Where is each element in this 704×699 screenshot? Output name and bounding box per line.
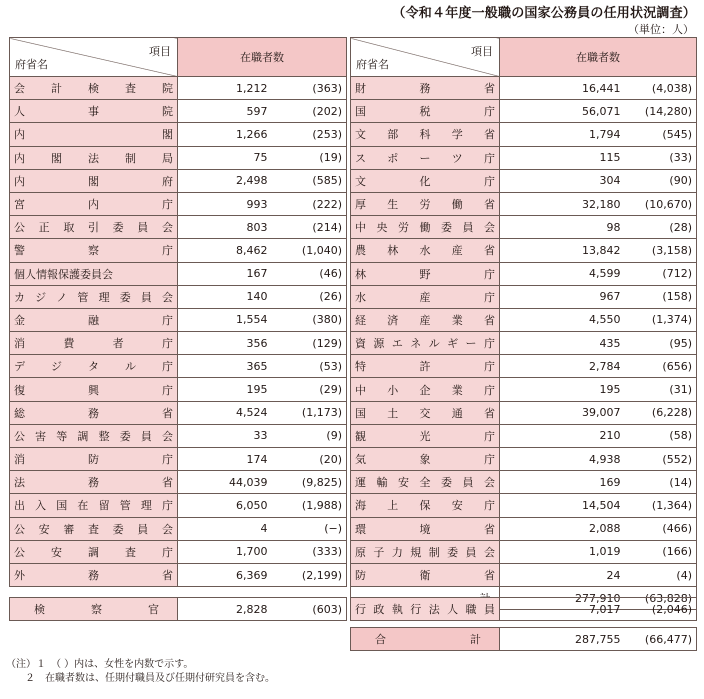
staff-total: 4,550	[500, 308, 625, 331]
unit-label: （単位：人）	[628, 23, 694, 36]
table-row	[351, 100, 697, 123]
ministry-name-cell	[10, 355, 178, 378]
staff-total: 365	[178, 355, 272, 378]
ministry-name-cell	[10, 192, 178, 215]
table-row	[10, 332, 347, 355]
ministry-name: 内 閣 府	[14, 174, 173, 188]
agency-name: 行 政 執 行 法 人 職 員	[355, 603, 495, 617]
ministry-name-cell	[10, 100, 178, 123]
staff-women: (1,364)	[625, 494, 697, 517]
staff-women: (466)	[625, 517, 697, 540]
ministry-name: 水 産 庁	[355, 290, 495, 304]
staff-total: 1,019	[500, 540, 625, 563]
ministry-name-cell	[10, 216, 178, 239]
table-row	[10, 424, 347, 447]
header-row	[10, 38, 347, 77]
staff-women: (9)	[272, 424, 347, 447]
staff-women: (31)	[625, 378, 697, 401]
agency-women: (2,046)	[625, 598, 697, 621]
ministry-name-cell	[351, 169, 500, 192]
staff-total: 56,071	[500, 100, 625, 123]
staff-women: (29)	[272, 378, 347, 401]
staff-total: 967	[500, 285, 625, 308]
table-row	[10, 308, 347, 331]
table-row	[351, 239, 697, 262]
table-row	[351, 517, 697, 540]
ministry-name-cell	[351, 540, 500, 563]
ministry-name: 宮 内 庁	[14, 198, 173, 212]
ministry-name: 警 察 庁	[14, 244, 173, 258]
ministry-name-cell	[351, 332, 500, 355]
staff-total: 2,498	[178, 169, 272, 192]
staff-women: (26)	[272, 285, 347, 308]
ministry-name: 厚 生 労 働 省	[355, 198, 495, 212]
staff-women: (10,670)	[625, 192, 697, 215]
ministry-name-cell	[351, 262, 500, 285]
grand-total-total: 287,755	[500, 628, 625, 651]
ministry-name: 外 務 省	[14, 569, 173, 583]
ministry-name-cell	[351, 494, 500, 517]
ministry-name-cell	[351, 239, 500, 262]
ministry-name-cell	[351, 448, 500, 471]
header-item-label: 項目	[471, 45, 493, 58]
staff-women: (712)	[625, 262, 697, 285]
ministry-name-cell	[10, 448, 178, 471]
ministry-name: 復 興 庁	[14, 383, 173, 397]
ministry-name-cell	[351, 471, 500, 494]
staff-women: (−)	[272, 517, 347, 540]
ministry-name-cell	[10, 239, 178, 262]
table-row	[351, 308, 697, 331]
staff-women: (14)	[625, 471, 697, 494]
ministry-name: 農 林 水 産 省	[355, 244, 495, 258]
agency-row	[351, 598, 697, 621]
staff-total: 1,266	[178, 123, 272, 146]
staff-women: (1,988)	[272, 494, 347, 517]
ministry-name: 国 土 交 通 省	[355, 406, 495, 420]
ministry-name: 林 野 庁	[355, 267, 495, 281]
staff-total: 8,462	[178, 239, 272, 262]
ministry-name-cell	[10, 77, 178, 100]
header-diagonal-cell	[10, 38, 178, 77]
table-row	[351, 123, 697, 146]
staff-total: 2,088	[500, 517, 625, 540]
staff-total: 803	[178, 216, 272, 239]
ministry-name: 気 象 庁	[355, 453, 495, 467]
grand-total-label-a: 合	[375, 633, 386, 647]
ministry-name-cell	[10, 378, 178, 401]
table-row	[351, 563, 697, 586]
staff-women: (46)	[272, 262, 347, 285]
ministry-name: 内 閣	[14, 128, 173, 142]
staff-women: (90)	[625, 169, 697, 192]
staff-women: (166)	[625, 540, 697, 563]
staff-total: 4	[178, 517, 272, 540]
staff-total: 1,700	[178, 540, 272, 563]
staff-women: (545)	[625, 123, 697, 146]
agency-table	[350, 597, 697, 621]
staff-women: (333)	[272, 540, 347, 563]
table-row	[10, 239, 347, 262]
footnotes	[6, 658, 275, 686]
prosecutor-total: 2,828	[178, 598, 272, 621]
table-row	[351, 192, 697, 215]
staff-women: (19)	[272, 146, 347, 169]
header-count-label: 在職者数	[178, 38, 347, 77]
table-row	[10, 192, 347, 215]
table-row	[10, 471, 347, 494]
ministry-name-cell	[351, 563, 500, 586]
staff-total: 32,180	[500, 192, 625, 215]
staff-women: (552)	[625, 448, 697, 471]
staff-total: 24	[500, 563, 625, 586]
table-row	[351, 494, 697, 517]
table-row	[10, 262, 347, 285]
subtotal-women: (63,828)	[625, 587, 697, 610]
table-row	[10, 169, 347, 192]
ministry-name: 公 害 等 調 整 委 員 会	[14, 429, 173, 443]
staff-women: (6,228)	[625, 401, 697, 424]
prosecutor-name: 検 察 官	[34, 603, 159, 617]
table-row	[351, 216, 697, 239]
agency-name-cell	[351, 598, 500, 621]
ministry-name-cell	[10, 332, 178, 355]
staff-women: (585)	[272, 169, 347, 192]
ministry-name-cell	[351, 192, 500, 215]
ministry-name: 公 安 調 査 庁	[14, 545, 173, 559]
staff-total: 1,554	[178, 308, 272, 331]
staff-total: 195	[178, 378, 272, 401]
staff-women: (1,374)	[625, 308, 697, 331]
table-row	[10, 216, 347, 239]
ministry-name: 会 計 検 査 院	[14, 82, 173, 96]
table-row	[10, 494, 347, 517]
staff-total: 13,842	[500, 239, 625, 262]
ministry-name: 海 上 保 安 庁	[355, 499, 495, 513]
table-row	[10, 146, 347, 169]
ministry-name-cell	[351, 308, 500, 331]
ministry-name-cell	[10, 471, 178, 494]
table-row	[10, 401, 347, 424]
staff-women: (58)	[625, 424, 697, 447]
staff-total: 2,784	[500, 355, 625, 378]
table-row	[351, 285, 697, 308]
staff-total: 6,050	[178, 494, 272, 517]
ministry-name: 中 小 企 業 庁	[355, 383, 495, 397]
table-row	[10, 123, 347, 146]
ministry-name-cell	[10, 285, 178, 308]
staff-total: 98	[500, 216, 625, 239]
prosecutor-table	[9, 597, 347, 621]
ministry-name: 観 光 庁	[355, 429, 495, 443]
grand-total-table	[350, 627, 697, 651]
ministry-name: 公 安 審 査 委 員 会	[14, 522, 173, 536]
table-row	[10, 355, 347, 378]
ministry-name: 財 務 省	[355, 82, 495, 96]
table-row	[351, 146, 697, 169]
table-row	[351, 169, 697, 192]
ministry-name-cell	[351, 216, 500, 239]
ministry-name-cell	[351, 100, 500, 123]
table-row	[351, 471, 697, 494]
ministry-name: 内 閣 法 制 局	[14, 151, 173, 165]
table-row	[10, 448, 347, 471]
staff-women: (1,040)	[272, 239, 347, 262]
staff-total: 169	[500, 471, 625, 494]
table-row	[10, 285, 347, 308]
ministry-name-cell	[10, 401, 178, 424]
ministry-name-cell	[351, 401, 500, 424]
staff-total: 174	[178, 448, 272, 471]
staff-total: 44,039	[178, 471, 272, 494]
ministry-name: 原 子 力 規 制 委 員 会	[355, 545, 495, 559]
staff-women: (33)	[625, 146, 697, 169]
table-row	[351, 332, 697, 355]
staff-total: 4,524	[178, 401, 272, 424]
staff-women: (222)	[272, 192, 347, 215]
ministry-name: 国 税 庁	[355, 105, 495, 119]
staff-women: (3,158)	[625, 239, 697, 262]
staff-total: 993	[178, 192, 272, 215]
staff-total: 75	[178, 146, 272, 169]
ministry-name: 文 部 科 学 省	[355, 128, 495, 142]
staff-total: 1,212	[178, 77, 272, 100]
table-row	[351, 355, 697, 378]
staff-women: (9,825)	[272, 471, 347, 494]
ministry-name: 法 務 省	[14, 476, 173, 490]
prosecutor-row	[10, 598, 347, 621]
staff-women: (214)	[272, 216, 347, 239]
ministry-name-cell	[351, 355, 500, 378]
table-row	[351, 378, 697, 401]
subtotal-total: 277,910	[500, 587, 625, 610]
ministry-name-cell	[10, 146, 178, 169]
prosecutor-women: (603)	[272, 598, 347, 621]
staff-women: (380)	[272, 308, 347, 331]
ministry-name-cell	[10, 424, 178, 447]
ministry-name-cell	[10, 540, 178, 563]
ministry-name-cell	[10, 494, 178, 517]
table-row	[351, 424, 697, 447]
table-row	[351, 401, 697, 424]
ministry-name: 資 源 エ ネ ル ギ ー 庁	[355, 337, 495, 351]
staff-total: 597	[178, 100, 272, 123]
header-item-label: 項目	[149, 45, 171, 58]
ministry-name: カ ジ ノ 管 理 委 員 会	[14, 290, 173, 304]
ministry-name: 公 正 取 引 委 員 会	[14, 221, 173, 235]
ministry-name: 個 人 情 報 保 護 委 員 会	[14, 267, 113, 281]
grand-total-row	[351, 628, 697, 651]
staff-women: (253)	[272, 123, 347, 146]
ministry-name-cell	[10, 563, 178, 586]
staff-total: 115	[500, 146, 625, 169]
staff-total: 14,504	[500, 494, 625, 517]
prosecutor-name-cell	[10, 598, 178, 621]
ministry-name-cell	[351, 146, 500, 169]
agency-total: 7,017	[500, 598, 625, 621]
staff-total: 39,007	[500, 401, 625, 424]
ministry-name: デ ジ タ ル 庁	[14, 360, 173, 374]
right-table	[350, 37, 697, 610]
staff-total: 140	[178, 285, 272, 308]
staff-women: (95)	[625, 332, 697, 355]
header-row	[351, 38, 697, 77]
ministry-name: 総 務 省	[14, 406, 173, 420]
staff-total: 304	[500, 169, 625, 192]
ministry-name-cell	[351, 378, 500, 401]
table-row	[10, 540, 347, 563]
table-row	[10, 77, 347, 100]
table-row	[351, 77, 697, 100]
ministry-name-cell	[351, 424, 500, 447]
staff-total: 435	[500, 332, 625, 355]
staff-total: 167	[178, 262, 272, 285]
header-ministry-label: 府省名	[15, 58, 48, 71]
ministry-name-cell	[351, 517, 500, 540]
header-diagonal-cell	[351, 38, 500, 77]
ministry-name-cell	[351, 285, 500, 308]
grand-total-label-cell	[351, 628, 500, 651]
table-row	[10, 517, 347, 540]
staff-women: (4,038)	[625, 77, 697, 100]
ministry-name: 消 防 庁	[14, 453, 173, 467]
ministry-name-cell	[351, 77, 500, 100]
ministry-name: 経 済 産 業 省	[355, 313, 495, 327]
staff-women: (656)	[625, 355, 697, 378]
staff-total: 356	[178, 332, 272, 355]
left-table	[9, 37, 347, 587]
staff-total: 33	[178, 424, 272, 447]
ministry-name: 金 融 庁	[14, 313, 173, 327]
staff-women: (1,173)	[272, 401, 347, 424]
ministry-name: ス ポ ー ツ 庁	[355, 151, 495, 165]
table-row	[351, 262, 697, 285]
ministry-name: 環 境 省	[355, 522, 495, 536]
ministry-name-cell	[10, 517, 178, 540]
header-ministry-label: 府省名	[356, 58, 389, 71]
staff-women: (202)	[272, 100, 347, 123]
ministry-name-cell	[351, 123, 500, 146]
staff-women: (53)	[272, 355, 347, 378]
table-row	[10, 563, 347, 586]
table-title: （令和４年度一般職の国家公務員の任用状況調査）	[392, 6, 696, 21]
ministry-name-cell	[10, 169, 178, 192]
staff-total: 195	[500, 378, 625, 401]
header-count-label: 在職者数	[500, 38, 697, 77]
staff-women: (20)	[272, 448, 347, 471]
staff-women: (129)	[272, 332, 347, 355]
staff-total: 4,599	[500, 262, 625, 285]
staff-total: 210	[500, 424, 625, 447]
staff-women: (2,199)	[272, 563, 347, 586]
staff-women: (28)	[625, 216, 697, 239]
staff-women: (4)	[625, 563, 697, 586]
ministry-name: 防 衛 省	[355, 569, 495, 583]
table-row	[351, 540, 697, 563]
grand-total-label-b: 計	[470, 633, 481, 647]
ministry-name: 中 央 労 働 委 員 会	[355, 221, 495, 235]
staff-women: (158)	[625, 285, 697, 308]
ministry-name: 特 許 庁	[355, 360, 495, 374]
table-row	[10, 378, 347, 401]
ministry-name: 出 入 国 在 留 管 理 庁	[14, 499, 173, 513]
staff-total: 16,441	[500, 77, 625, 100]
ministry-name: 消 費 者 庁	[14, 337, 173, 351]
grand-total-women: (66,477)	[625, 628, 697, 651]
table-row	[351, 448, 697, 471]
staff-total: 4,938	[500, 448, 625, 471]
staff-women: (14,280)	[625, 100, 697, 123]
table-row	[10, 100, 347, 123]
ministry-name-cell	[10, 308, 178, 331]
staff-total: 6,369	[178, 563, 272, 586]
ministry-name: 人 事 院	[14, 105, 173, 119]
ministry-name-cell	[10, 262, 178, 285]
staff-total: 1,794	[500, 123, 625, 146]
staff-women: (363)	[272, 77, 347, 100]
footnote-1: （注）１ （ ）内は、女性を内数で示す。	[6, 659, 194, 670]
ministry-name: 文 化 庁	[355, 174, 495, 188]
ministry-name-cell	[10, 123, 178, 146]
ministry-name: 運 輸 安 全 委 員 会	[355, 476, 495, 490]
footnote-2: ２ 在職者数は、任期付職員及び任期付研究員を含む。	[25, 673, 275, 684]
